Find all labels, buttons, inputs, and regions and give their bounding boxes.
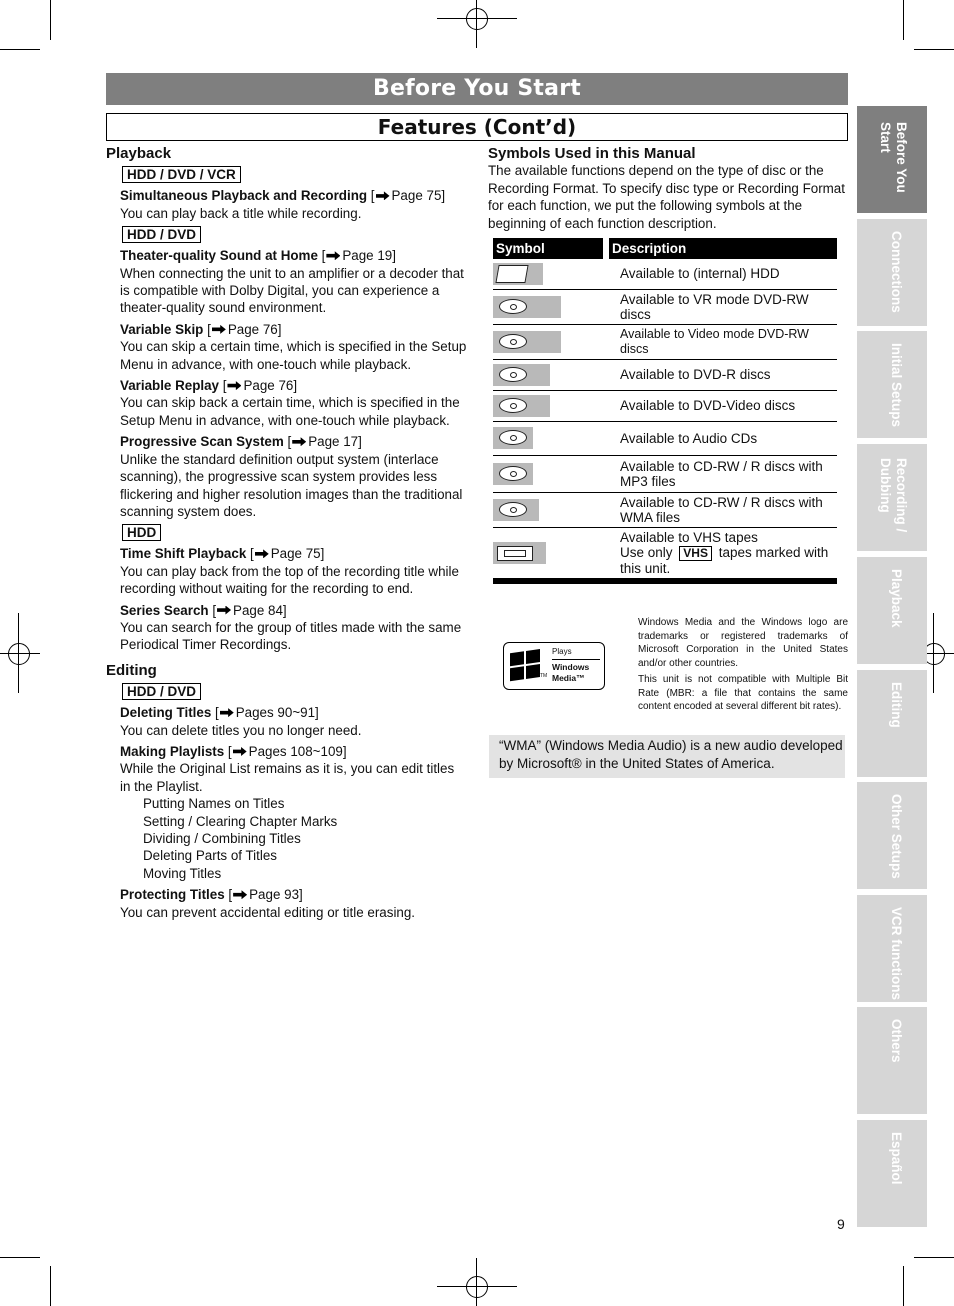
arrow-icon [255, 549, 269, 558]
disc-badge: HDD / DVD [122, 226, 201, 243]
dvd-r-icon [493, 364, 550, 386]
page-ref: Page 19] [342, 248, 396, 264]
page-number: 9 [837, 1216, 845, 1232]
tab-playback[interactable]: Playback [857, 557, 927, 664]
disc-badge: HDD / DVD / VCR [122, 166, 241, 183]
feature-item: Deleting Titles [ Pages 90~91] You can delete titles you no longer need. [120, 705, 362, 738]
audio-cd-icon [493, 427, 533, 449]
registration-mark [8, 643, 30, 665]
registration-line [476, 0, 477, 48]
hdd-icon [493, 263, 543, 285]
crop-mark [50, 0, 51, 40]
arrow-icon [233, 890, 247, 899]
table-row: Available to VHS tapes Use only VHS tapes marked with this unit. [493, 527, 837, 581]
dvd-rw-vr-icon [493, 296, 561, 318]
crop-mark [903, 1266, 904, 1306]
disc-badge: HDD / DVD [122, 683, 201, 700]
arrow-icon [233, 747, 247, 756]
tab-espanol[interactable]: Español [857, 1120, 927, 1227]
symbols-table [493, 238, 837, 584]
windows-media-logo: TM Plays Windows Media™ [503, 642, 605, 690]
playback-heading: Playback [106, 145, 172, 162]
registration-line [437, 1286, 517, 1287]
table-row: Available to Audio CDs [493, 421, 837, 455]
left-column [106, 145, 468, 921]
table-row: Available to CD-RW / R discs with WMA files [493, 492, 837, 527]
registration-line [18, 613, 19, 693]
table-row: Available to VR mode DVD-RW discs [493, 289, 837, 324]
tab-before-you-start[interactable]: Before You Start [857, 106, 927, 213]
arrow-icon [292, 437, 306, 446]
table-row: Available to (internal) HDD [493, 259, 837, 289]
crop-mark [50, 1266, 51, 1306]
crop-mark [0, 1257, 40, 1258]
arrow-icon [326, 251, 340, 260]
page-ref: Page 75] [270, 546, 325, 562]
page-ref: Page 75] [391, 188, 446, 204]
table-row: Available to Video mode DVD-RW discs [493, 324, 837, 359]
tab-vcr-functions[interactable]: VCR functions [857, 895, 927, 1002]
feature-item: Time Shift Playback [ Page 75] You can play back from the top of the recording title while recording without waiting for the recording to end. [120, 546, 459, 597]
crop-mark [914, 49, 954, 50]
list-item: Dividing / Combining Titles [143, 831, 301, 846]
wma-note: “WMA” (Windows Media Audio) is a new audio developed by Microsoft® in the United States of America. [489, 735, 845, 778]
tab-connections[interactable]: Connections [857, 219, 927, 326]
tab-recording-dubbing[interactable]: Recording / Dubbing [857, 444, 927, 551]
page-ref: Pages 90~91] [235, 705, 319, 721]
wma-icon [493, 499, 539, 521]
feature-item: Protecting Titles [ Page 93] You can prevent accidental editing or title erasing. [120, 887, 416, 920]
feature-item: Progressive Scan System [ Page 17] Unlike the standard definition output system (interlace scanning), the progressive scan system provides less flickering and higher resolution images than the traditional scanning system does. [120, 434, 463, 519]
feature-item: Series Search [ Page 84] You can search for the group of titles made with the same Periodical Timer Recordings. [120, 602, 462, 653]
list-item: Setting / Clearing Chapter Marks [143, 813, 338, 829]
symbols-intro: The available functions depend on the type of disc or the Recording Format. To specify disc type or Recording Format for each function, we put the following symbols at the beginning of each function description. [488, 163, 845, 231]
table-header: Symbol [493, 238, 606, 259]
arrow-icon [212, 325, 226, 334]
crop-mark [0, 49, 40, 50]
table-row: Available to DVD-Video discs [493, 390, 837, 421]
symbols-heading: Symbols Used in this Manual [488, 145, 696, 162]
feature-item: Simultaneous Playback and Recording [ Page 75] You can play back a title while recording. [120, 188, 446, 221]
table-header: Description [606, 238, 837, 259]
registration-line [476, 1258, 477, 1306]
symbols-section [488, 145, 848, 232]
mp3-icon [493, 463, 533, 485]
table-row: Available to DVD-R discs [493, 359, 837, 390]
arrow-icon [217, 606, 231, 615]
crop-mark [903, 0, 904, 40]
windows-flag-icon [510, 649, 542, 683]
tab-others[interactable]: Others [857, 1007, 927, 1114]
page-ref: Page 84] [233, 602, 287, 618]
crop-mark [914, 1257, 954, 1258]
page-ref: Page 93] [249, 887, 303, 903]
trademark-notice: Windows Media and the Windows logo are trademarks or registered trademarks of Microsoft Corporation in the United States and/or other countries. This unit is not compatible with Multiple Bit Rate (MBR: a file that contains the same content encoded at several different bit rates). [638, 617, 848, 712]
page-ref: Page 76] [243, 378, 298, 394]
arrow-icon [376, 191, 390, 200]
page-ref: Page 76] [227, 321, 282, 337]
feature-item: Variable Replay [ Page 76] You can skip back a certain time, which is specified in the Setup Menu in advance, with one-touch while playback. [120, 378, 460, 428]
dvd-rw-video-icon [493, 331, 561, 353]
vhs-logo: VHS [679, 546, 712, 561]
vhs-tape-icon [493, 542, 546, 564]
list-item: Moving Titles [143, 865, 222, 881]
feature-item: Theater-quality Sound at Home [ Page 19] When connecting the unit to an amplifier or a decoder that is compatible with Dolby Digital, you can experience a theater-quality sound environment. [120, 248, 464, 316]
dvd-video-icon [493, 395, 550, 417]
registration-mark [466, 1276, 488, 1298]
list-item: Deleting Parts of Titles [143, 848, 277, 864]
registration-mark [466, 8, 488, 30]
arrow-icon [227, 381, 241, 390]
page-ref: Pages 108~109] [248, 743, 347, 759]
registration-line [933, 613, 934, 693]
page-title: Features (Cont’d) [106, 113, 848, 141]
feature-item: Making Playlists [ Pages 108~109] While the Original List remains as it is, you can edit titles in the Playlist. Putting Names on Titles Setting / Clearing Chapter Marks Dividing / Combining Titles Deleting Parts of Titles Moving Titles [120, 743, 468, 882]
table-row: Available to CD-RW / R discs with MP3 files [493, 455, 837, 492]
disc-badge: HDD [122, 524, 161, 541]
page-ref: Page 17] [308, 434, 362, 450]
registration-line [0, 653, 40, 654]
tab-editing[interactable]: Editing [857, 670, 927, 777]
section-banner: Before You Start [106, 73, 848, 105]
tab-other-setups[interactable]: Other Setups [857, 782, 927, 889]
feature-item: Variable Skip [ Page 76] You can skip a certain time, which is specified in the Setup Menu in advance, with one-touch while playback. [120, 321, 467, 372]
list-item: Putting Names on Titles [143, 796, 285, 812]
tab-initial-setups[interactable]: Initial Setups [857, 331, 927, 438]
registration-line [437, 18, 517, 19]
arrow-icon [220, 708, 234, 717]
editing-heading: Editing [106, 661, 157, 679]
